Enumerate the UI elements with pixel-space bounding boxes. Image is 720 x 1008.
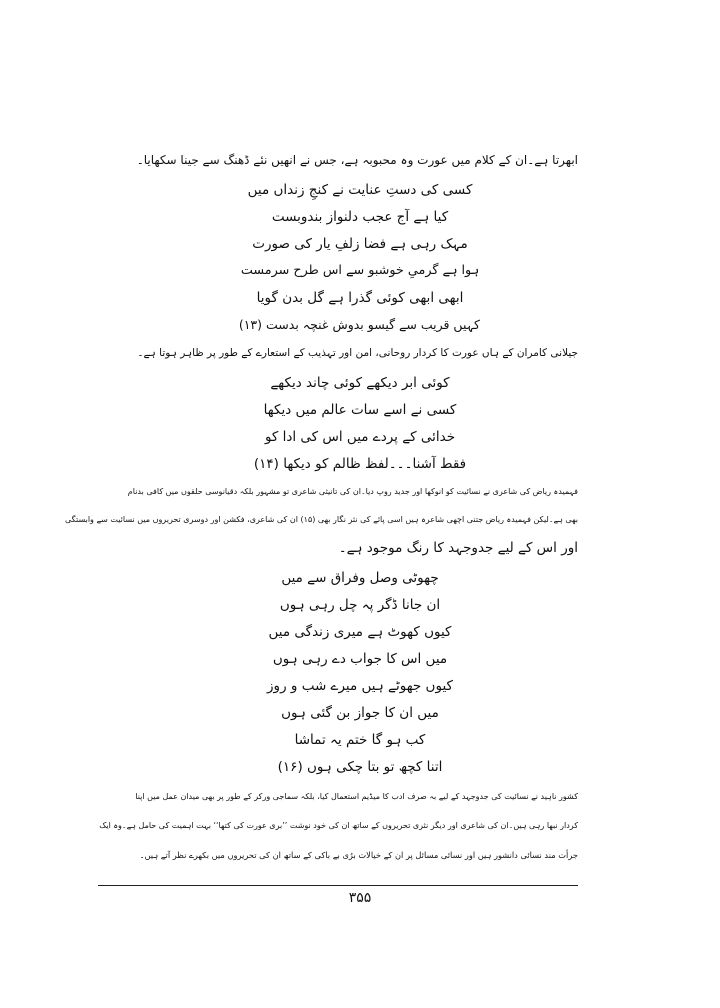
page-number: ۳۵۵ [348, 890, 372, 906]
verse-line: کیوں جھوٹے ہیں میرے شب و روز [267, 678, 453, 694]
verse-line: کسی کی دستِ عنایت نے کنجِ زنداں میں [247, 182, 473, 198]
intro-line: ابھرتا ہے۔ان کے کلام میں عورت وہ محبوبہ ہے، جس نے انھیں نئے ڈھنگ سے جینا سکھایا۔ [136, 153, 578, 167]
verse-line: ہوا ہے گرمیِ خوشبو سے اس طرح سرمست [240, 263, 480, 278]
verse-line: میں اس کا جواب دے رہی ہوں [272, 651, 448, 667]
paragraph-kishwar-line: جرأت مند نسائی دانشور ہیں اور نسائی مسائل پر ان کے خیالات بڑی بے باکی کے ساتھ ان کی تحریروں میں بکھرے نظر آتے ہیں۔ [139, 850, 578, 860]
verse-line: کسی نے اسے سات عالم میں دیکھا [263, 402, 457, 418]
verse-line: کوئی ابر دیکھے کوئی چاند دیکھے [270, 375, 450, 391]
paragraph-jilani: جیلانی کامران کے ہاں عورت کا کردار روحانی، امن اور تہذیب کے استعارے کے طور پر ظاہر ہوتا ہے۔ [137, 347, 578, 359]
verse-line: اتنا کچھ تو بتا چکی ہوں (۱۶) [277, 759, 443, 775]
paragraph-fahmida-line: فہمیدہ ریاض کی شاعری نے نسائیت کو انوکھا اور جدید روپ دیا۔ان کی تانیثی شاعری تو مشہور بلکہ دقیانوسی حلقوں میں کافی بدنام [127, 487, 578, 496]
paragraph-fahmida-line: بھی ہے۔لیکن فہمیدہ ریاض جتنی اچھی شاعرہ ہیں اسی پائے کی نثر نگار بھی (۱۵) ان کی شاعری، فکشن اور دوسری تحریروں میں نسائیت سے وابستگی [64, 515, 578, 524]
verse-line: کیا ہے آج عجب دلنواز بندوبست [271, 209, 449, 225]
verse-line: فقط آشنا۔۔۔لفظ ظالم کو دیکھا (۱۴) [253, 456, 467, 472]
paragraph-kishwar-line: کشور ناہید نے نسائیت کی جدوجہد کے لیے بہ صرف ادب کا میڈیم استعمال کیا، بلکہ سماجی ورکر کے طور پر بھی میدان عمل میں اپنا [135, 792, 578, 801]
verse-line: چھوٹی وصل وفراق سے میں [281, 570, 439, 586]
paragraph-fahmida-line: اور اس کے لیے جدوجہد کا رنگ موجود ہے۔ [338, 540, 578, 556]
verse-line: ان جانا ڈگر پہ چل رہی ہوں [279, 597, 441, 613]
verse-line: ابھی ابھی کوئی گذرا ہے گل بدن گویا [256, 290, 464, 306]
paragraph-kishwar-line: کردار نبھا رہی ہیں۔ان کی شاعری اور دیگر نثری تحریروں کے ساتھ ان کی خود نوشت ’’بری عورت کی کتھا‘‘ بہت اہمیت کی حامل ہے۔وہ ایک [99, 821, 578, 830]
footer-divider [98, 885, 578, 886]
verse-line: خدائی کے پردے میں اس کی ادا کو [264, 429, 456, 445]
verse-line: کیوں کھوٹ ہے میری زندگی میں [268, 624, 452, 640]
verse-line: مہک رہی ہے فضا زلفِ یار کی صورت [252, 236, 468, 252]
verse-line: کہیں قریب سے گیسو بدوش غنچہ بدست (۱۳) [238, 317, 480, 332]
verse-line: کب ہو گا ختم یہ تماشا [294, 732, 426, 748]
verse-line: میں ان کا جواز بن گئی ہوں [281, 705, 439, 721]
